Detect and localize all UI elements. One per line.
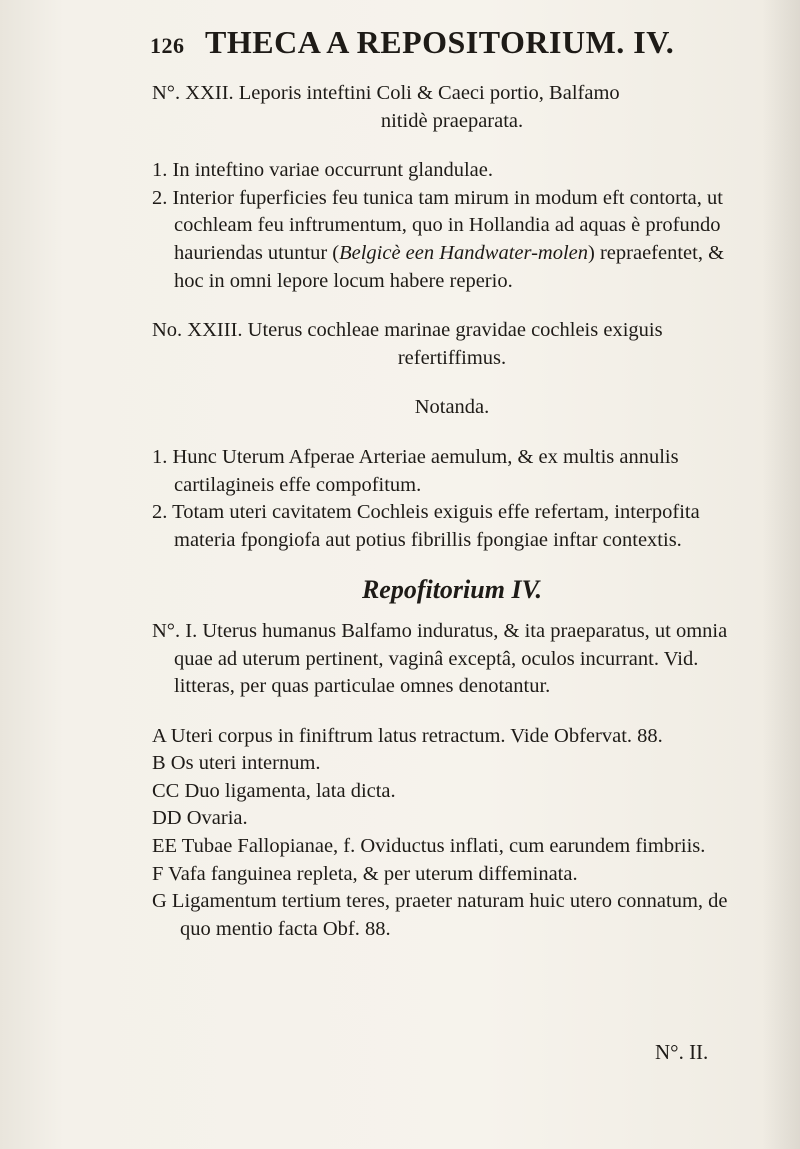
repositorium-title: Repofitorium IV.	[361, 575, 543, 605]
entry-22-item-1: 1. In inteftino variae occurrunt glandulae.	[152, 159, 493, 182]
notanda-heading: Notanda.	[414, 396, 490, 419]
letter-ee: EE Tubae Fallopianae, f. Oviductus inflati, cum earundem fimbriis.	[152, 835, 706, 858]
entry-22-item-2-text-a: 2. Interior fuperficies feu tunica tam mirum in modum eft contorta, ut cochleam feu inftrumentum, quo in Hollandia ad aquas è profundo hauriendas utuntur (	[152, 186, 723, 264]
page-body	[152, 80, 752, 943]
page-number: 126	[150, 33, 185, 58]
letter-b: B Os uteri internum.	[152, 752, 321, 775]
letter-a: A Uteri corpus in finiftrum latus retractum. Vide Obfervat. 88.	[152, 724, 663, 747]
entry-22-item-2-italic: Belgicè een Handwater-molen	[339, 241, 589, 264]
running-title: THECA A REPOSITORIUM. IV.	[205, 24, 675, 60]
entry-23-head: No. XXIII. Uterus cochleae marinae gravidae cochleis exiguis	[152, 319, 663, 342]
letter-f: F Vafa fanguinea repleta, & per uterum diffeminata.	[152, 862, 578, 885]
rep-entry-1-head: N°. I. Uterus humanus Balfamo induratus, & ita praeparatus, ut omnia quae ad uterum pertinent, vaginâ exceptâ, oculos incurrant. Vid. litteras, per quas particulae omnes denotantur.	[152, 619, 728, 698]
letter-cc: CC Duo ligamenta, lata dicta.	[152, 779, 396, 802]
entry-22-item-2	[152, 185, 752, 295]
entry-23-head-cont: refertiffimus.	[397, 346, 507, 369]
catchword-next-entry: N°. II.	[655, 1040, 709, 1064]
entry-22-head-cont: nitidè praeparata.	[380, 109, 524, 132]
entry-23-item-2: 2. Totam uteri cavitatem Cochleis exiguis effe refertam, interpofita materia fpongiofa aut potius fibrillis fpongiae inftar contextis.	[152, 501, 700, 551]
letter-dd: DD Ovaria.	[152, 807, 248, 830]
entry-23-item-1: 1. Hunc Uterum Afperae Arteriae aemulum, & ex multis annulis cartilagineis effe compofitum.	[152, 445, 679, 496]
running-header	[150, 24, 750, 61]
letter-g: G Ligamentum tertium teres, praeter naturam huic utero connatum, de quo mentio facta Obf. 88.	[152, 890, 728, 940]
entry-22-head: N°. XXII. Leporis inteftini Coli & Caeci portio, Balfamo	[152, 82, 620, 104]
page-edge-shadow	[762, 0, 800, 1149]
entry-22-item-2-text-b: ) repraefentet, & hoc in omni lepore locum habere reperio.	[174, 241, 725, 292]
